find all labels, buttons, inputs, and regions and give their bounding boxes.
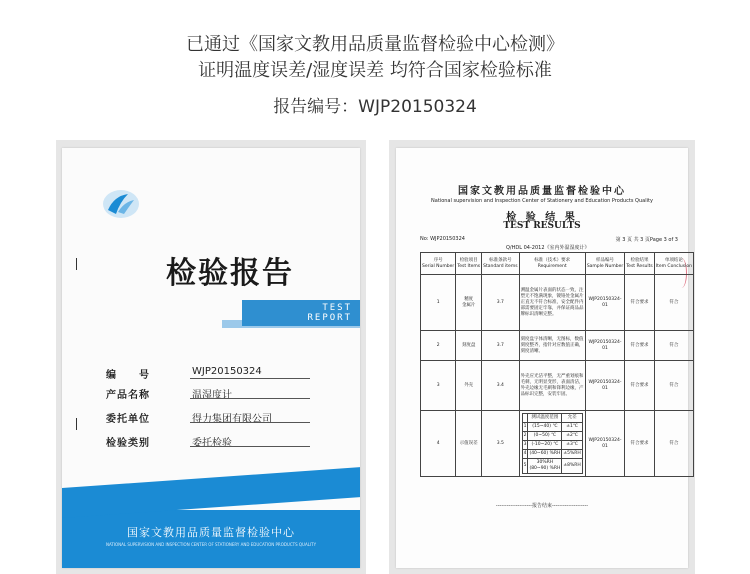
table-row [421,361,694,411]
col-header: 检验结果 Test Results [625,253,655,275]
cell: WJP20150324-01 [585,411,624,477]
cell: 符合 [654,275,693,331]
report-end-marker: --------------------报告结束-------------------- [495,503,589,509]
table-row [421,331,694,361]
field-label: 编 号 [106,370,150,381]
cell: 测温金属片表面的状态一致，注塑无不饱满现象，镀铬处金属片正直无不符合标准，安全配件内部需要固定牢靠，并保证商品品牌标识清晰完整。 [519,275,585,331]
cell: 符合 [654,361,693,411]
headline: 已通过《国家文教用品质量监督检验中心检测》 [186,34,564,55]
cell: 外壳应光洁平整，无严重划痕和毛刺，无明显变形，表面清洁，外壳边缘无毛刺和锋利边缘，产品标识完整，安装牢固。 [519,361,585,411]
results-table [420,252,694,477]
col-header: 检验项目 Test Items [456,253,482,275]
test-report-band [242,300,360,326]
footer-org-english: NATIONAL SUPERVISION AND INSPECTION CENTER OF STATIONERY AND EDUCATION PRODUCTS QUALITY [105,542,317,547]
sub-cell: (0~50) ℃ [528,432,562,441]
results-title-en: TEST RESULTS [503,221,581,231]
field-label: 委托单位 [106,414,150,425]
field-category [106,434,232,449]
sub-cell: (-10~20) ℃ [528,441,562,450]
cell: 符合要求 [625,331,655,361]
report-cover [62,148,360,568]
cell: 外壳 [456,361,482,411]
field-number [106,366,262,381]
sub-cell: (40~60) %RH [528,450,562,459]
footer-wave [62,467,360,518]
cell: 刻度盘字体清晰，无图标，数值刻度整齐，指针对应数值正确，刻度清晰。 [519,331,585,361]
field-value: WJP20150324 [192,366,262,377]
field-client [106,410,272,425]
cell: 符合要求 [625,411,655,477]
sub-cell: 4 [522,450,528,459]
cell: 符合 [654,411,693,477]
cell: 4 [421,411,456,477]
field-value: 委托检验 [192,438,232,449]
sub-cell: ±1℃ [562,423,582,432]
tolerance-row [522,459,582,474]
standard-ref: Q/HDL 04-2012《室内外温湿度计》 [506,245,590,251]
table-row [421,411,694,477]
cover-title: 检验报告 [166,256,294,291]
cell: 符合要求 [625,361,655,411]
col-header: 单项结论 Item Conclusion [654,253,693,275]
tolerance-row [522,450,582,459]
tolerance-row [522,423,582,432]
field-label: 产品名称 [106,390,150,401]
margin-mark [76,258,77,270]
field-value: 得力集团有限公司 [192,414,272,425]
sub-header: 允差 [562,414,582,423]
report-no: No: WJP20150324 [420,236,465,242]
col-header: 序号 Serial Number [421,253,456,275]
sub-cell: 5 [522,459,528,474]
sub-cell: ±3℃ [562,441,582,450]
cell: WJP20150324-01 [585,331,624,361]
org-name-cn: 国家文教用品质量监督检验中心 [458,186,626,197]
sub-cell: ±8%RH [562,459,582,474]
cell: 示值误差 [456,411,482,477]
cell: 3.7 [482,331,519,361]
cell: 3 [421,361,456,411]
sub-cell: 3 [522,441,528,450]
cover-footer [62,510,360,568]
tolerance-row [522,432,582,441]
field-underline [190,378,310,379]
band-text: TEST REPORT [307,303,352,323]
subheadline: 证明温度误差/湿度误差 均符合国家检验标准 [198,60,552,81]
org-name-en: National supervision and Inspection Center of Stationery and Education Products Quality [431,198,653,204]
cell: 3.4 [482,361,519,411]
field-value: 温湿度计 [192,390,232,401]
tolerance-header [522,414,582,423]
footer-org-name: 国家文教用品质量监督检验中心 [127,526,295,539]
cell: 3.7 [482,275,519,331]
cell: 1 [421,275,456,331]
field-underline [190,422,310,423]
results-page [396,148,692,568]
cell: WJP20150324-01 [585,361,624,411]
sub-cell: ±2℃ [562,432,582,441]
tolerance-row [522,441,582,450]
col-header: 样品编号 Sample Number [585,253,624,275]
center-logo-icon [102,188,140,220]
page-indicator: 第 3 页 共 3 页Page 3 of 3 [615,237,678,243]
col-header: 标准条款号 Standard items [482,253,519,275]
sub-header: 测试温度范围 [528,414,562,423]
col-header: 标准（技术）要求 Requirement [519,253,585,275]
cell: WJP20150324-01 [585,275,624,331]
cell: 符合 [654,331,693,361]
sub-cell: (15~40) ℃ [528,423,562,432]
cell: 符合要求 [625,275,655,331]
report-number: 报告编号：WJP20150324 [273,97,477,117]
cell: 刻度盘 [456,331,482,361]
field-underline [190,446,310,447]
field-underline [190,398,310,399]
table-row [421,275,694,331]
cell: 3.5 [482,411,519,477]
sub-cell: 30%RH (80~90) %RH [528,459,562,474]
sub-cell: 2 [522,432,528,441]
cell: 2 [421,331,456,361]
tolerance-cell [519,411,585,477]
sub-cell: 1 [522,423,528,432]
table-header [421,253,694,275]
cell: 精度 金属片 [456,275,482,331]
margin-mark [76,418,77,430]
tolerance-table [522,413,583,474]
field-label: 检验类别 [106,438,150,449]
field-product [106,386,232,401]
results-title-cn: 检 验 结 果 [506,212,578,223]
sub-cell: ±5%RH [562,450,582,459]
